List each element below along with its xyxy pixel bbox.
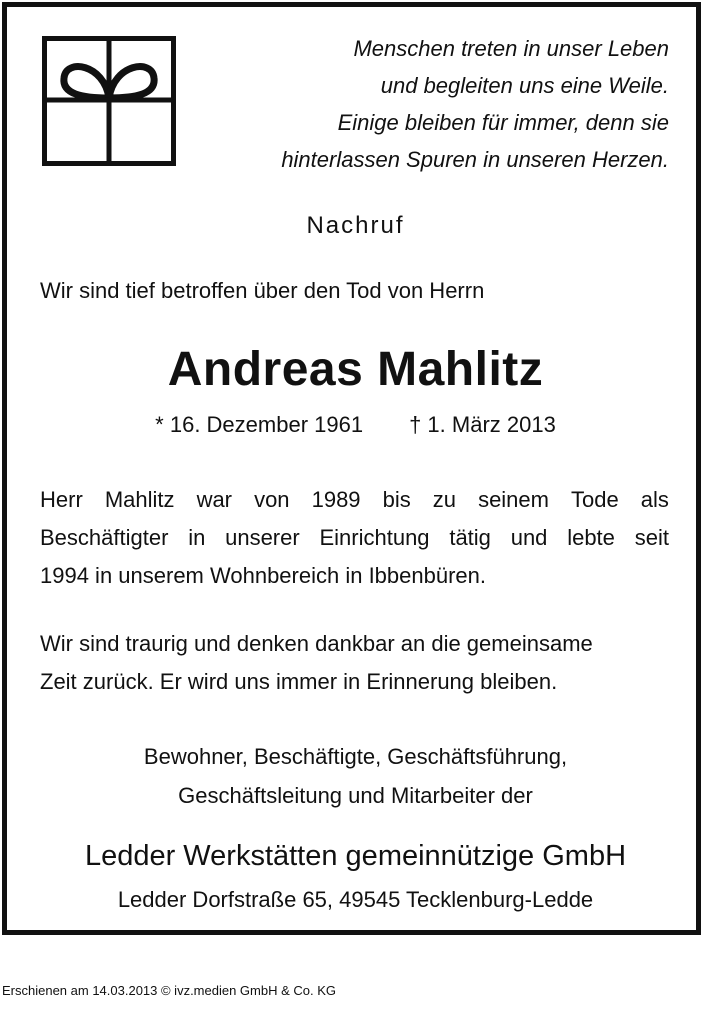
word: als	[640, 487, 669, 512]
obituary-heading: Nachruf	[306, 212, 405, 239]
poem-line: und begleiten uns eine Weile.	[380, 73, 669, 98]
word: war	[196, 487, 233, 512]
condolence-line-1: Wir sind traurig und denken dankbar an die gemeinsame	[40, 631, 593, 656]
memorial-poem	[209, 30, 669, 178]
condolence-line-2: Zeit zurück. Er wird uns immer in Erinnerung bleiben.	[40, 669, 558, 694]
word: Mahlitz	[104, 487, 175, 512]
word: Einrichtung	[319, 525, 430, 550]
death-date: † 1. März 2013	[409, 412, 556, 437]
word: und	[510, 525, 548, 550]
publication-footer: Erschienen am 14.03.2013 © ivz.medien GmbH & Co. KG	[2, 983, 337, 998]
word: 1989	[311, 487, 361, 512]
word: von	[254, 487, 290, 512]
word: seinem	[478, 487, 549, 512]
condolence-paragraph	[40, 625, 669, 701]
deceased-name: Andreas Mahlitz	[167, 343, 544, 396]
word: in	[188, 525, 206, 550]
word: Herr	[40, 487, 83, 512]
word: Beschäftigter	[40, 525, 169, 550]
word: unserer	[225, 525, 300, 550]
organization-name: Ledder Werkstätten gemeinnützige GmbH	[84, 840, 627, 872]
biography-line-1	[40, 481, 669, 519]
poem-line: Menschen treten in unser Leben	[353, 36, 669, 61]
word: Tode	[571, 487, 619, 512]
signature-line-1: Bewohner, Beschäftigte, Geschäftsführung,	[143, 744, 568, 769]
birth-date: * 16. Dezember 1961	[155, 412, 364, 437]
organization-logo	[42, 36, 176, 166]
word: lebte	[567, 525, 615, 550]
poem-line: hinterlassen Spuren in unseren Herzen.	[281, 147, 669, 172]
biography-line-3: 1994 in unserem Wohnbereich in Ibbenbüren.	[40, 563, 487, 588]
biography-line-2	[40, 519, 669, 557]
biography-paragraph	[40, 481, 669, 595]
poem-line: Einige bleiben für immer, denn sie	[337, 110, 669, 135]
word: zu	[432, 487, 457, 512]
organization-address: Ledder Dorfstraße 65, 49545 Tecklenburg-Ledde	[117, 887, 594, 912]
intro-text: Wir sind tief betroffen über den Tod von Herrn	[40, 278, 485, 303]
word: seit	[634, 525, 669, 550]
life-dates	[0, 412, 711, 438]
signature-line-2: Geschäftsleitung und Mitarbeiter der	[178, 783, 533, 808]
word: tätig	[449, 525, 491, 550]
word: bis	[382, 487, 411, 512]
